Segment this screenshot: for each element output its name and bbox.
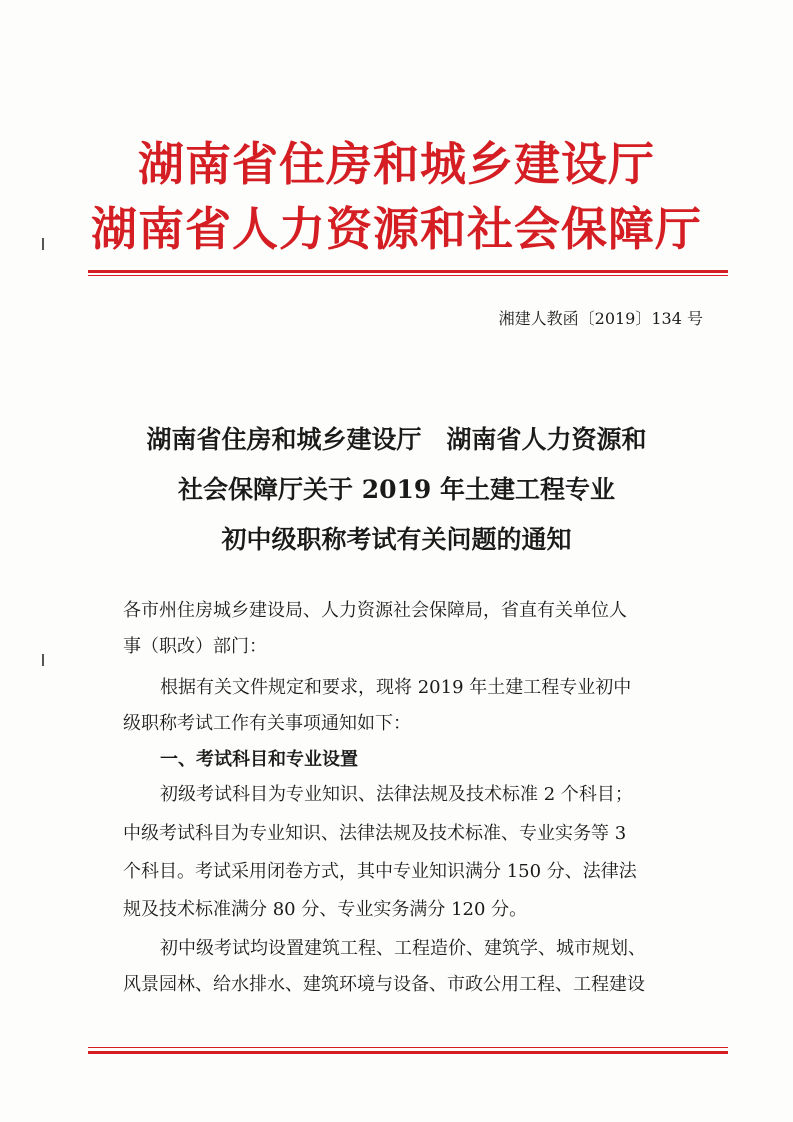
paragraph-1-line-1: 初级考试科目为专业知识、法律法规及技术标准 2 个科目； bbox=[160, 784, 633, 805]
paragraph-1-line-4: 规及技术标准满分 80 分、专业实务满分 120 分。 bbox=[123, 899, 528, 920]
document-title-line-1: 湖南省住房和城乡建设厅 湖南省人力资源和 bbox=[146, 425, 647, 454]
issuer-header-line-1: 湖南省住房和城乡建设厅 bbox=[138, 137, 655, 191]
document-title-line-3: 初中级职称考试有关问题的通知 bbox=[221, 525, 572, 554]
document-number: 湘建人教函〔2019〕134 号 bbox=[498, 309, 703, 328]
issuer-header-line-2: 湖南省人力资源和社会保障厅 bbox=[91, 202, 702, 256]
paragraph-2-line-1: 初中级考试均设置建筑工程、工程造价、建筑学、城市规划、 bbox=[160, 938, 646, 959]
paragraph-1-line-2: 中级考试科目为专业知识、法律法规及技术标准、专业实务等 3 bbox=[123, 823, 627, 844]
paragraph-1-line-3: 个科目。考试采用闭卷方式，其中专业知识满分 150 分、法律法 bbox=[123, 861, 637, 882]
header-divider-thick bbox=[88, 270, 728, 273]
salutation-line-1: 各市州住房城乡建设局、人力资源社会保障局，省直有关单位人 bbox=[123, 600, 627, 621]
intro-line-2: 级职称考试工作有关事项通知如下： bbox=[123, 713, 411, 734]
section-heading-1: 一、考试科目和专业设置 bbox=[160, 749, 358, 770]
binding-mark bbox=[42, 654, 44, 666]
header-divider-thin bbox=[88, 275, 728, 276]
footer-divider-thick bbox=[88, 1051, 728, 1054]
paragraph-2-line-2: 风景园林、给水排水、建筑环境与设备、市政公用工程、工程建设 bbox=[123, 974, 645, 995]
document-title-line-2: 社会保障厅关于 2019 年土建工程专业 bbox=[178, 475, 615, 504]
footer-divider-thin bbox=[88, 1047, 728, 1048]
salutation-line-2: 事（职改）部门： bbox=[123, 636, 267, 657]
intro-line-1: 根据有关文件规定和要求，现将 2019 年土建工程专业初中 bbox=[160, 677, 632, 698]
